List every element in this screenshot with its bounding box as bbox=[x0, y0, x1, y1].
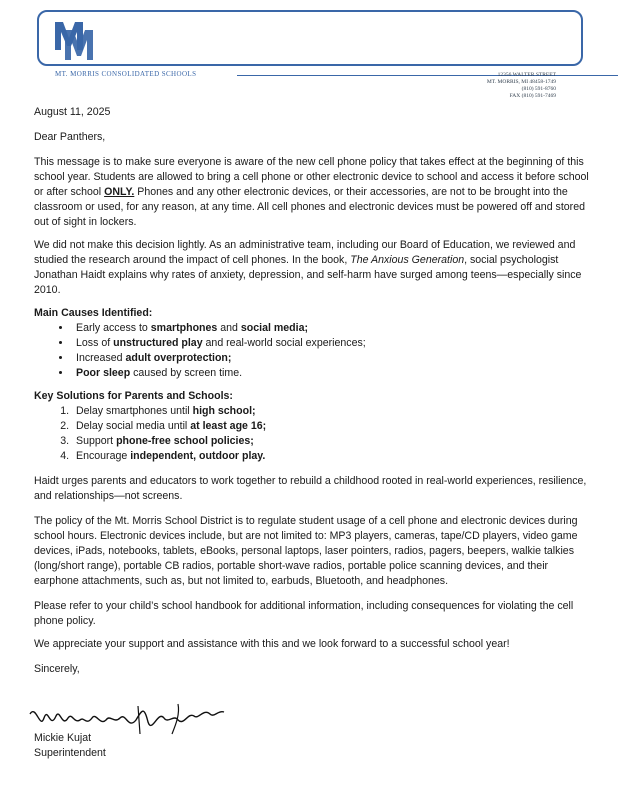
paragraph-haidt: Haidt urges parents and educators to work together to rebuild a childhood rooted in real-world experiences, resilience, and relationships—not screens. bbox=[34, 475, 587, 502]
letter-date: August 11, 2025 bbox=[34, 106, 111, 118]
causes-list bbox=[34, 321, 594, 381]
list-item: 4. Encourage independent, outdoor play. bbox=[72, 449, 594, 464]
emphasis-only: ONLY. bbox=[104, 186, 135, 198]
list-item: 1. Delay smartphones until high school; bbox=[72, 404, 594, 419]
address-line: MT. MORRIS, MI 48458-1749 bbox=[486, 79, 556, 85]
list-item: • Loss of unstructured play and real-world social experiences; bbox=[72, 336, 594, 351]
text-run: This message is to make sure everyone is aware of the new cell phone policy that takes effect at the beginning of this school year. Students are allowed to bring a cell phone or other electronic device to school and access it before school or after school bbox=[34, 156, 589, 198]
district-address bbox=[487, 72, 556, 100]
letter-body bbox=[34, 105, 594, 677]
logo-frame bbox=[37, 10, 583, 66]
causes-heading: Main Causes Identified: bbox=[34, 307, 153, 319]
paragraph-research bbox=[34, 238, 594, 298]
text-run: We did not make this decision lightly. As an administrative team, including our Board of Education, we reviewed and studied the research around the impact of cell phones. In the book, bbox=[34, 239, 576, 266]
header-divider bbox=[237, 75, 618, 76]
list-item: • Early access to smartphones and social media; bbox=[72, 321, 594, 336]
district-logo-icon bbox=[51, 14, 99, 64]
paragraph-district-policy: The policy of the Mt. Morris School District is to regulate student usage of a cell phone and electronic devices during school hours. Electronic devices include, but are not limited to: MP3 players, cameras, tape/CD players, video game devices, iPads, notebooks, tablets, eBooks, personal laptops, laser pointers, radios, pagers, beepers, walkie talkies (long/short range), portable CB radios, portable short-wave radios, portable police scanning devices, and their earphone attachments, such as, but not limited to, earbuds, Bluetooth, and headphones. bbox=[34, 515, 578, 587]
list-item: 3. Support phone-free school policies; bbox=[72, 434, 594, 449]
solutions-list bbox=[34, 404, 594, 464]
list-item: • Increased adult overprotection; bbox=[72, 351, 594, 366]
paragraph-policy bbox=[34, 155, 594, 230]
solutions-heading: Key Solutions for Parents and Schools: bbox=[34, 390, 233, 402]
greeting: Dear Panthers, bbox=[34, 131, 106, 143]
address-line: FAX (810) 591-7469 bbox=[509, 93, 556, 99]
list-item: 2. Delay social media until at least age 16; bbox=[72, 419, 594, 434]
book-title: The Anxious Generation bbox=[350, 254, 465, 266]
school-name: MT. MORRIS CONSOLIDATED SCHOOLS bbox=[55, 70, 197, 78]
signature-block bbox=[34, 731, 106, 761]
text-run: Phones and any other electronic devices, or their accessories, are not to be brought into the classroom or used, for any reason, at any time. All cell phones and electronic devices must be powered off and stored out of sight in lockers. bbox=[34, 186, 585, 228]
signer-title: Superintendent bbox=[34, 747, 106, 759]
address-line: (810) 591-8760 bbox=[521, 86, 556, 92]
paragraph-handbook: Please refer to your child’s school handbook for additional information, including consequences for violating the cell phone policy. bbox=[34, 600, 574, 627]
signer-name: Mickie Kujat bbox=[34, 732, 92, 744]
text-run: , social psychologist Jonathan Haidt explains why rates of anxiety, depression, and self-harm have surged among teens—especially since 2010. bbox=[34, 254, 582, 296]
list-item: • Poor sleep caused by screen time. bbox=[72, 366, 594, 381]
paragraph-thanks: We appreciate your support and assistance with this and we look forward to a successful school year! bbox=[34, 638, 510, 650]
address-line: 12356 WALTER STREET bbox=[497, 72, 556, 78]
closing: Sincerely, bbox=[34, 663, 80, 675]
